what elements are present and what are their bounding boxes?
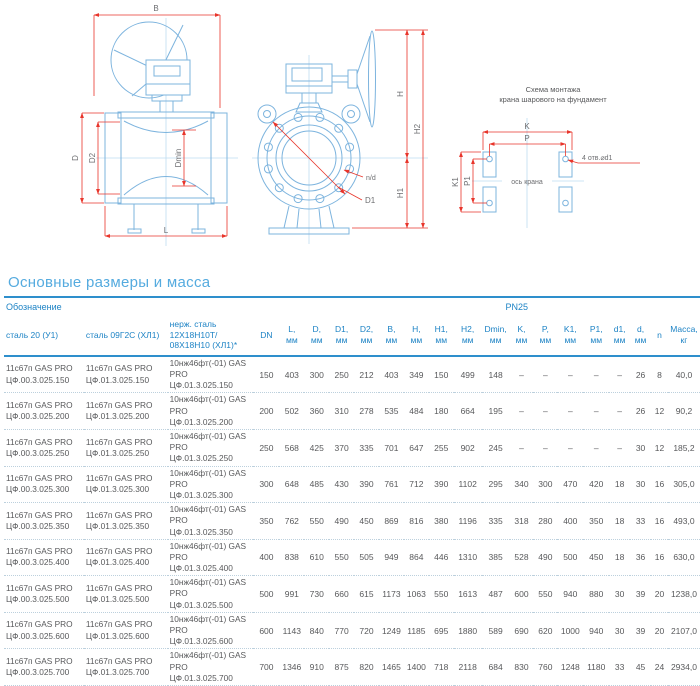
designation-cell: 11с67п GAS PRO ЦФ.01.3.025.300: [84, 466, 168, 503]
value-cell: 300: [253, 466, 279, 503]
dim-label-p1: P1: [463, 176, 472, 186]
value-cell: 1238,0: [668, 576, 700, 613]
value-cell: –: [609, 393, 630, 430]
value-cell: –: [609, 430, 630, 467]
value-cell: 2934,0: [668, 649, 700, 686]
dim-label-dmin: Dmin: [174, 148, 183, 168]
designation-cell: 10нж46фт(-01) GAS PRO ЦФ.01.3.025.300: [168, 466, 254, 503]
value-cell: 500: [557, 539, 583, 576]
value-cell: 690: [510, 612, 534, 649]
value-cell: 390: [354, 466, 379, 503]
value-cell: –: [557, 393, 583, 430]
value-cell: 760: [533, 649, 557, 686]
material-column-header: сталь 09Г2С (ХЛ1): [84, 316, 168, 356]
value-cell: 185,2: [668, 430, 700, 467]
dim-label-h2: H2: [413, 123, 422, 135]
value-cell: 446: [429, 539, 454, 576]
designation-cell: 11с67п GAS PRO ЦФ.01.3.025.150: [84, 356, 168, 393]
value-cell: –: [533, 430, 557, 467]
dim-label-d1: D1: [365, 196, 376, 205]
table-row: [4, 356, 700, 393]
value-cell: 762: [279, 503, 304, 540]
value-cell: 550: [304, 503, 329, 540]
handwheel-side-icon: [369, 31, 376, 127]
value-cell: 349: [404, 356, 429, 393]
value-cell: 550: [533, 576, 557, 613]
designation-cell: 11с67п GAS PRO ЦФ.01.3.025.200: [84, 393, 168, 430]
lifting-ear: [342, 105, 360, 123]
designation-cell: 11с67п GAS PRO ЦФ.01.3.025.700: [84, 649, 168, 686]
value-cell: 761: [379, 466, 404, 503]
value-cell: 16: [651, 466, 668, 503]
dimension-column-header: d1, мм: [609, 316, 630, 356]
dimension-column-header: B, мм: [379, 316, 404, 356]
dimension-column-header: P1, мм: [583, 316, 609, 356]
value-cell: 684: [482, 649, 510, 686]
value-cell: 335: [354, 430, 379, 467]
table-row: [4, 503, 700, 540]
value-cell: 403: [279, 356, 304, 393]
designation-cell: 10нж46фт(-01) GAS PRO ЦФ.01.3.025.350: [168, 503, 254, 540]
value-cell: 350: [583, 503, 609, 540]
value-cell: 300: [304, 356, 329, 393]
value-cell: 484: [404, 393, 429, 430]
dim-label-p: P: [524, 134, 530, 143]
value-cell: 430: [329, 466, 354, 503]
value-cell: –: [510, 356, 534, 393]
value-cell: 1143: [279, 612, 304, 649]
dim-label-b: B: [153, 4, 159, 13]
value-cell: 12: [651, 393, 668, 430]
value-cell: 450: [354, 503, 379, 540]
value-cell: 30: [609, 612, 630, 649]
value-cell: 528: [510, 539, 534, 576]
value-cell: 615: [354, 576, 379, 613]
value-cell: 420: [583, 466, 609, 503]
designation-cell: 11с67п GAS PRO ЦФ.01.3.025.350: [84, 503, 168, 540]
designation-cell: 10нж46фт(-01) GAS PRO ЦФ.01.3.025.600: [168, 612, 254, 649]
designation-group-header: Обозначение: [4, 297, 253, 316]
technical-drawings: [0, 0, 700, 270]
value-cell: 90,2: [668, 393, 700, 430]
value-cell: 505: [354, 539, 379, 576]
mounting-scheme-title-line1: Схема монтажа: [525, 85, 581, 94]
value-cell: 16: [651, 539, 668, 576]
value-cell: 425: [304, 430, 329, 467]
value-cell: 568: [279, 430, 304, 467]
dimension-column-header: DN: [253, 316, 279, 356]
table-header-groups: [4, 297, 700, 316]
value-cell: 712: [404, 466, 429, 503]
value-cell: 1180: [583, 649, 609, 686]
value-cell: 910: [304, 649, 329, 686]
value-cell: 385: [482, 539, 510, 576]
designation-cell: 11с67п GAS PRO ЦФ.00.3.025.150: [4, 356, 84, 393]
value-cell: 1400: [404, 649, 429, 686]
value-cell: 12: [651, 430, 668, 467]
value-cell: 470: [557, 466, 583, 503]
value-cell: 380: [429, 503, 454, 540]
value-cell: 26: [630, 393, 651, 430]
value-cell: 1185: [404, 612, 429, 649]
dimension-column-header: L, мм: [279, 316, 304, 356]
value-cell: 1173: [379, 576, 404, 613]
table-title: Основные размеры и масса: [8, 274, 211, 291]
dimension-column-header: D, мм: [304, 316, 329, 356]
value-cell: 212: [354, 356, 379, 393]
dimension-column-header: K, мм: [510, 316, 534, 356]
value-cell: 148: [482, 356, 510, 393]
value-cell: 500: [253, 576, 279, 613]
value-cell: 40,0: [668, 356, 700, 393]
designation-cell: 11с67п GAS PRO ЦФ.01.3.025.400: [84, 539, 168, 576]
value-cell: 1102: [454, 466, 482, 503]
value-cell: 250: [253, 430, 279, 467]
value-cell: 2107,0: [668, 612, 700, 649]
value-cell: 350: [253, 503, 279, 540]
value-cell: 39: [630, 576, 651, 613]
value-cell: 318: [510, 503, 534, 540]
axis-label: ось крана: [511, 179, 543, 186]
designation-cell: 10нж46фт(-01) GAS PRO ЦФ.01.3.025.150: [168, 356, 254, 393]
value-cell: 450: [583, 539, 609, 576]
dim-label-d2: D2: [88, 152, 97, 164]
value-cell: 610: [304, 539, 329, 576]
table-row: [4, 393, 700, 430]
lifting-ear: [258, 105, 276, 123]
value-cell: 180: [429, 393, 454, 430]
value-cell: 390: [429, 466, 454, 503]
value-cell: 200: [253, 393, 279, 430]
pressure-class-header: PN25: [253, 297, 700, 316]
value-cell: 940: [583, 612, 609, 649]
designation-cell: 11с67п GAS PRO ЦФ.00.3.025.600: [4, 612, 84, 649]
value-cell: 864: [404, 539, 429, 576]
value-cell: –: [609, 356, 630, 393]
value-cell: 310: [329, 393, 354, 430]
value-cell: 485: [304, 466, 329, 503]
value-cell: 1249: [379, 612, 404, 649]
value-cell: 335: [482, 503, 510, 540]
gearbox: [146, 60, 190, 95]
value-cell: 8: [651, 356, 668, 393]
designation-cell: 11с67п GAS PRO ЦФ.00.3.025.250: [4, 430, 84, 467]
designation-cell: 11с67п GAS PRO ЦФ.00.3.025.400: [4, 539, 84, 576]
value-cell: 20: [651, 576, 668, 613]
value-cell: 403: [379, 356, 404, 393]
value-cell: 18: [609, 503, 630, 540]
designation-cell: 11с67п GAS PRO ЦФ.00.3.025.500: [4, 576, 84, 613]
value-cell: 18: [609, 466, 630, 503]
value-cell: 502: [279, 393, 304, 430]
designation-cell: 10нж46фт(-01) GAS PRO ЦФ.01.3.025.500: [168, 576, 254, 613]
table-row: [4, 612, 700, 649]
designation-cell: 11с67п GAS PRO ЦФ.01.3.025.500: [84, 576, 168, 613]
dim-label-k: K: [524, 122, 530, 131]
value-cell: 490: [329, 503, 354, 540]
designation-cell: 11с67п GAS PRO ЦФ.00.3.025.350: [4, 503, 84, 540]
value-cell: 730: [304, 576, 329, 613]
dim-label-h: H: [396, 91, 405, 97]
value-cell: 255: [429, 430, 454, 467]
dimension-column-header: n: [651, 316, 668, 356]
value-cell: 1465: [379, 649, 404, 686]
value-cell: 620: [533, 612, 557, 649]
value-cell: 718: [429, 649, 454, 686]
designation-cell: 11с67п GAS PRO ЦФ.00.3.025.200: [4, 393, 84, 430]
value-cell: 487: [482, 576, 510, 613]
value-cell: 660: [329, 576, 354, 613]
value-cell: 880: [583, 576, 609, 613]
value-cell: 280: [533, 503, 557, 540]
value-cell: 36: [630, 539, 651, 576]
value-cell: 535: [379, 393, 404, 430]
mounting-scheme-title-line2: крана шарового на фундамент: [499, 95, 607, 104]
table-row: [4, 539, 700, 576]
value-cell: 245: [482, 430, 510, 467]
value-cell: 816: [404, 503, 429, 540]
value-cell: 550: [329, 539, 354, 576]
table-row: [4, 649, 700, 686]
value-cell: 150: [253, 356, 279, 393]
dimensions-table: [4, 296, 700, 686]
value-cell: 875: [329, 649, 354, 686]
dim-label-d: D: [71, 155, 80, 161]
value-cell: 340: [510, 466, 534, 503]
holes-label: 4 отв.⌀d1: [582, 155, 613, 162]
value-cell: 39: [630, 612, 651, 649]
value-cell: 150: [429, 356, 454, 393]
value-cell: 1000: [557, 612, 583, 649]
side-view-drawing: [71, 4, 238, 246]
designation-cell: 11с67п GAS PRO ЦФ.00.3.025.700: [4, 649, 84, 686]
value-cell: 400: [253, 539, 279, 576]
table-row: [4, 466, 700, 503]
value-cell: 360: [304, 393, 329, 430]
material-column-header: нерж. сталь 12Х18Н10Т/ 08Х18Н10 (ХЛ1)*: [168, 316, 254, 356]
dimension-column-header: H2, мм: [454, 316, 482, 356]
value-cell: 2118: [454, 649, 482, 686]
value-cell: 700: [253, 649, 279, 686]
dimension-column-header: D1, мм: [329, 316, 354, 356]
value-cell: 45: [630, 649, 651, 686]
value-cell: 370: [329, 430, 354, 467]
designation-cell: 11с67п GAS PRO ЦФ.01.3.025.600: [84, 612, 168, 649]
dimension-column-header: H, мм: [404, 316, 429, 356]
valve-drawings-svg: [0, 0, 700, 270]
value-cell: 940: [557, 576, 583, 613]
value-cell: 24: [651, 649, 668, 686]
value-cell: 400: [557, 503, 583, 540]
value-cell: 18: [609, 539, 630, 576]
dimension-column-header: H1, мм: [429, 316, 454, 356]
value-cell: 701: [379, 430, 404, 467]
designation-cell: 10нж46фт(-01) GAS PRO ЦФ.01.3.025.700: [168, 649, 254, 686]
value-cell: 600: [510, 576, 534, 613]
value-cell: 589: [482, 612, 510, 649]
value-cell: 300: [533, 466, 557, 503]
dimension-column-header: Dmin, мм: [482, 316, 510, 356]
value-cell: –: [510, 393, 534, 430]
value-cell: 630,0: [668, 539, 700, 576]
value-cell: 30: [609, 576, 630, 613]
value-cell: 30: [630, 430, 651, 467]
table-row: [4, 430, 700, 467]
table-body: [4, 356, 700, 686]
dim-label-h1: H1: [396, 187, 405, 199]
value-cell: 499: [454, 356, 482, 393]
value-cell: 1613: [454, 576, 482, 613]
value-cell: 949: [379, 539, 404, 576]
dim-label-k1: K1: [451, 177, 460, 187]
value-cell: 26: [630, 356, 651, 393]
designation-cell: 10нж46фт(-01) GAS PRO ЦФ.01.3.025.200: [168, 393, 254, 430]
dim-label-l: L: [163, 226, 169, 235]
value-cell: 490: [533, 539, 557, 576]
value-cell: 648: [279, 466, 304, 503]
value-cell: 33: [609, 649, 630, 686]
value-cell: –: [583, 393, 609, 430]
value-cell: –: [583, 430, 609, 467]
dimension-column-header: D2, мм: [354, 316, 379, 356]
value-cell: 30: [630, 466, 651, 503]
value-cell: 991: [279, 576, 304, 613]
value-cell: –: [533, 356, 557, 393]
value-cell: 647: [404, 430, 429, 467]
value-cell: 600: [253, 612, 279, 649]
value-cell: –: [557, 356, 583, 393]
table-header-columns: [4, 316, 700, 356]
designation-cell: 11с67п GAS PRO ЦФ.01.3.025.250: [84, 430, 168, 467]
dimensions-section: [4, 274, 700, 686]
value-cell: 20: [651, 612, 668, 649]
value-cell: 1248: [557, 649, 583, 686]
designation-cell: 11с67п GAS PRO ЦФ.00.3.025.300: [4, 466, 84, 503]
value-cell: 195: [482, 393, 510, 430]
value-cell: 695: [429, 612, 454, 649]
value-cell: 1310: [454, 539, 482, 576]
value-cell: 1063: [404, 576, 429, 613]
value-cell: –: [533, 393, 557, 430]
value-cell: 550: [429, 576, 454, 613]
value-cell: 720: [354, 612, 379, 649]
value-cell: 820: [354, 649, 379, 686]
value-cell: 838: [279, 539, 304, 576]
dimension-column-header: P, мм: [533, 316, 557, 356]
value-cell: 840: [304, 612, 329, 649]
designation-cell: 10нж46фт(-01) GAS PRO ЦФ.01.3.025.400: [168, 539, 254, 576]
value-cell: 830: [510, 649, 534, 686]
value-cell: –: [557, 430, 583, 467]
value-cell: 16: [651, 503, 668, 540]
value-cell: –: [510, 430, 534, 467]
value-cell: 869: [379, 503, 404, 540]
dimension-column-header: K1, мм: [557, 316, 583, 356]
value-cell: 1196: [454, 503, 482, 540]
value-cell: 250: [329, 356, 354, 393]
dimension-column-header: Масса, кг: [668, 316, 700, 356]
value-cell: 1346: [279, 649, 304, 686]
value-cell: 33: [630, 503, 651, 540]
value-cell: 295: [482, 466, 510, 503]
designation-cell: 10нж46фт(-01) GAS PRO ЦФ.01.3.025.250: [168, 430, 254, 467]
mounting-scheme-drawing: [451, 85, 640, 228]
value-cell: 493,0: [668, 503, 700, 540]
value-cell: –: [583, 356, 609, 393]
value-cell: 305,0: [668, 466, 700, 503]
front-view-drawing: [252, 30, 428, 244]
material-column-header: сталь 20 (У1): [4, 316, 84, 356]
value-cell: 278: [354, 393, 379, 430]
table-row: [4, 576, 700, 613]
value-cell: 664: [454, 393, 482, 430]
dimension-column-header: d, мм: [630, 316, 651, 356]
value-cell: 902: [454, 430, 482, 467]
dim-label-nd: n/d: [366, 175, 376, 182]
value-cell: 770: [329, 612, 354, 649]
value-cell: 1880: [454, 612, 482, 649]
